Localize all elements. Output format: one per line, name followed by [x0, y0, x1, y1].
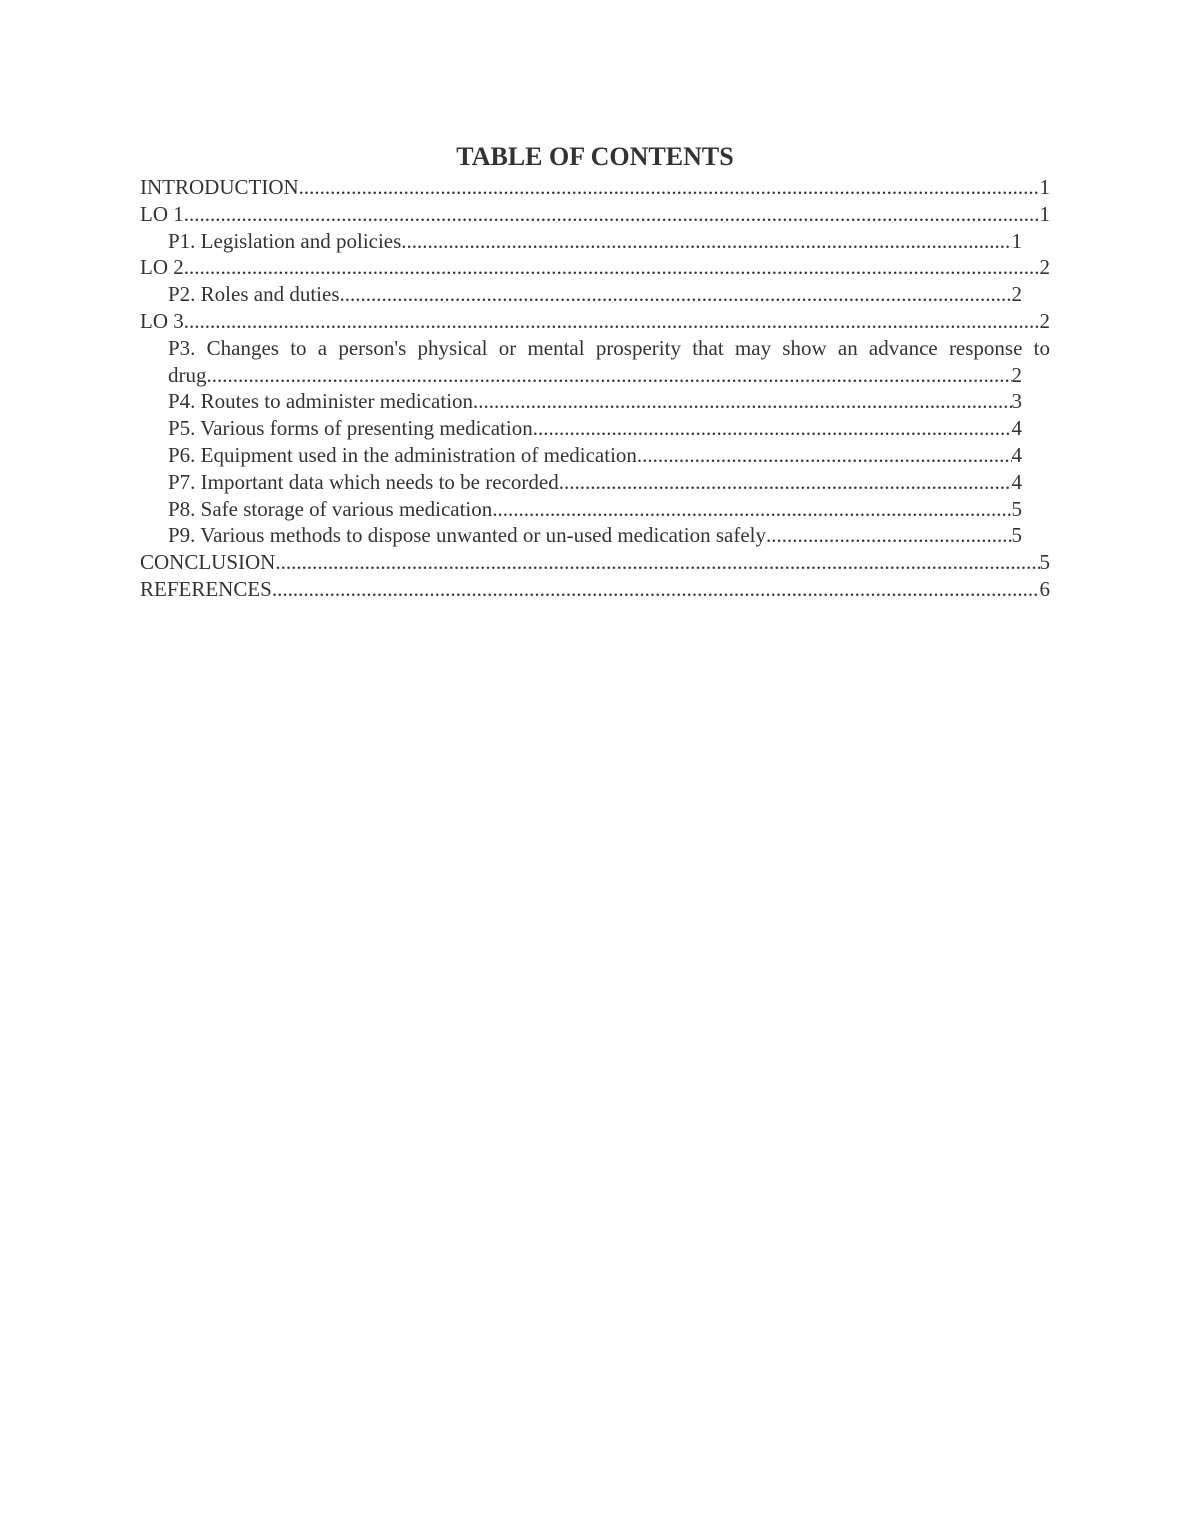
dot-leader	[184, 308, 1040, 335]
toc-entry-page: 4	[1011, 442, 1022, 467]
toc-entry-label: P4. Routes to administer medication	[168, 389, 474, 414]
toc-entry-lo1[interactable]	[140, 201, 1050, 228]
toc-entry-p6[interactable]	[140, 442, 1050, 469]
toc-entry-lo2[interactable]	[140, 254, 1050, 281]
dot-leader	[272, 576, 1040, 603]
toc-entry-page: 6	[1039, 576, 1050, 601]
toc-entry-page: 2	[1011, 362, 1022, 387]
toc-entry-p7[interactable]	[140, 469, 1050, 496]
toc-entry-label: P5. Various forms of presenting medication	[168, 416, 533, 441]
toc-entry-p2[interactable]	[140, 281, 1050, 308]
dot-leader	[275, 549, 1039, 576]
dot-leader	[184, 254, 1040, 281]
toc-entry-label: P1. Legislation and policies	[168, 228, 402, 253]
dot-leader	[492, 496, 1011, 523]
dot-leader	[473, 388, 1011, 415]
toc-entry-label: P2. Roles and duties	[168, 282, 340, 307]
toc-entry-label: P6. Equipment used in the administration of medication	[168, 442, 637, 467]
toc-list	[140, 174, 1050, 603]
toc-entry-label: INTRODUCTION	[140, 175, 299, 199]
dot-leader	[637, 442, 1012, 469]
toc-entry-page: 4	[1011, 416, 1022, 441]
toc-entry-page: 4	[1011, 469, 1022, 494]
toc-entry-label: LO 2	[140, 255, 184, 280]
toc-entry-label: P9. Various methods to dispose unwanted or un-used medication safely	[168, 523, 767, 548]
toc-entry-introduction[interactable]	[140, 174, 1050, 201]
toc-entry-page: 5	[1039, 550, 1050, 575]
toc-entry-p3[interactable]	[140, 335, 1050, 389]
dot-leader	[766, 522, 1011, 549]
dot-leader	[340, 281, 1012, 308]
dot-leader	[299, 174, 1040, 201]
toc-entry-page: 1	[1039, 201, 1050, 226]
toc-entry-page: 5	[1011, 523, 1022, 548]
document-page	[140, 140, 1050, 603]
toc-entry-label-line2: drug	[168, 362, 207, 387]
toc-entry-p8[interactable]	[140, 496, 1050, 523]
dot-leader	[559, 469, 1012, 496]
toc-entry-page: 3	[1011, 389, 1022, 414]
toc-entry-lo3[interactable]	[140, 308, 1050, 335]
toc-entry-p9[interactable]	[140, 522, 1050, 549]
dot-leader	[184, 201, 1040, 228]
toc-entry-page: 1	[1039, 175, 1050, 199]
dot-leader	[533, 415, 1012, 442]
toc-entry-references[interactable]	[140, 576, 1050, 603]
toc-entry-label: REFERENCES	[140, 576, 272, 601]
toc-entry-page: 2	[1011, 282, 1022, 307]
toc-entry-label: P8. Safe storage of various medication	[168, 496, 493, 521]
toc-entry-page: 5	[1011, 496, 1022, 521]
toc-entry-label: P7. Important data which needs to be recorded	[168, 469, 559, 494]
toc-entry-page: 1	[1011, 228, 1022, 253]
toc-title: TABLE OF CONTENTS	[456, 142, 734, 171]
toc-entry-label-line1: P3. Changes to a person's physical or mental prosperity that may show an advance response to	[168, 335, 1050, 360]
toc-entry-label: CONCLUSION	[140, 550, 276, 575]
toc-entry-conclusion[interactable]	[140, 549, 1050, 576]
toc-entry-label: LO 3	[140, 308, 184, 333]
dot-leader	[401, 228, 1011, 255]
toc-entry-label: LO 1	[140, 201, 184, 226]
toc-entry-p4[interactable]	[140, 388, 1050, 415]
toc-entry-p5[interactable]	[140, 415, 1050, 442]
toc-entry-page: 2	[1039, 255, 1050, 280]
dot-leader	[207, 362, 1012, 389]
toc-entry-page: 2	[1039, 308, 1050, 333]
toc-entry-p1[interactable]	[140, 228, 1050, 255]
